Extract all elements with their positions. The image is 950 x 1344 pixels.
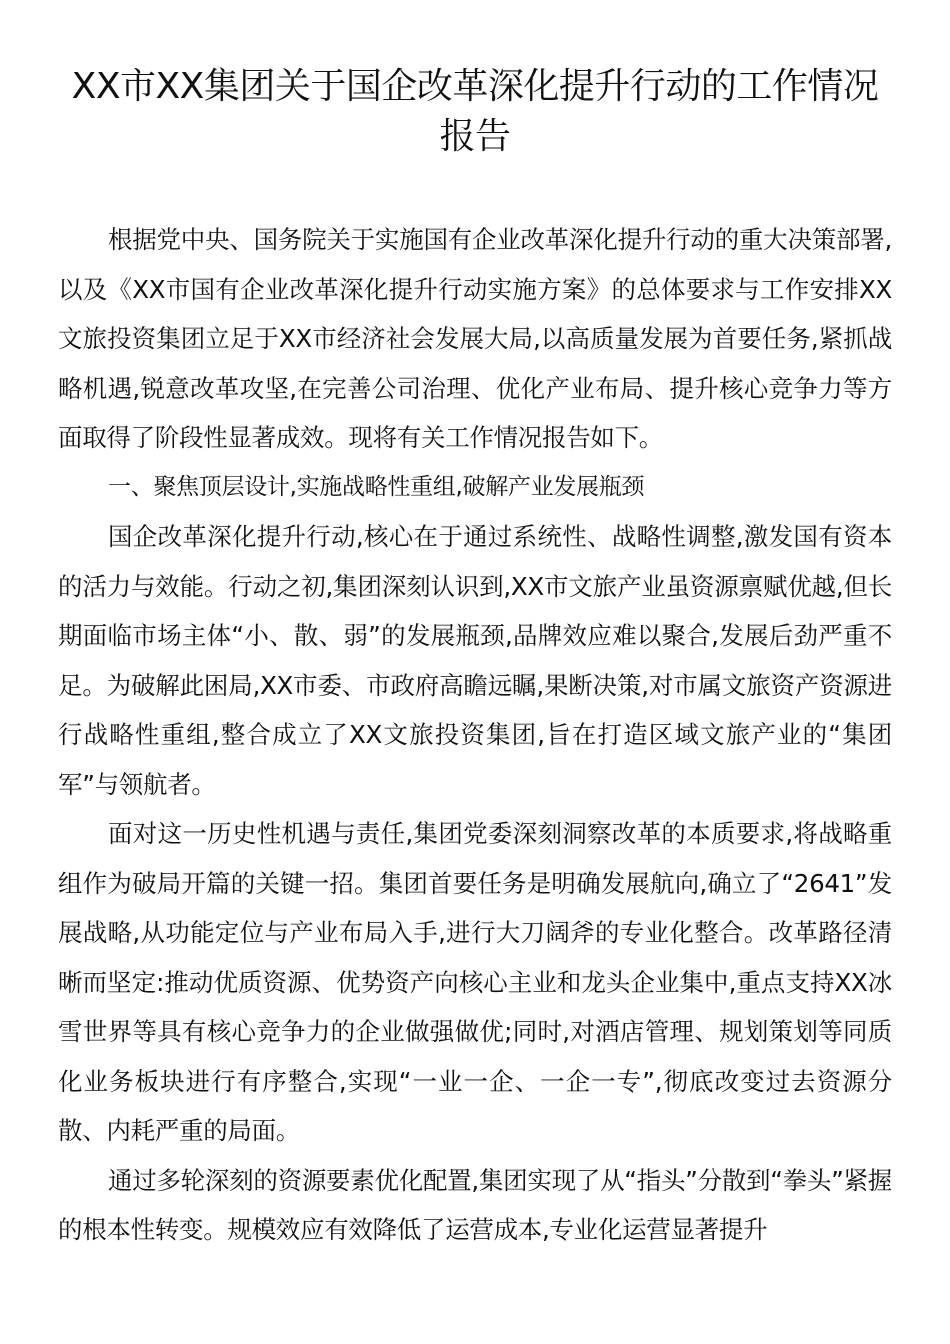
intro-paragraph: 根据党中央、国务院关于实施国有企业改革深化提升行动的重大决策部署,以及《XX市国有企业改革深化提升行动实施方案》的总体要求与工作安排XX文旅投资集团立足于XX市经济社会发展大局,以高质量发展为首要任务,紧抓战略机遇,锐意改革攻坚,在完善公司治理、优化产业布局、提升核心竞争力等方面取得了阶段性显著成效。现将有关工作情况报告如下。 <box>58 225 892 452</box>
body-paragraph: 面对这一历史性机遇与责任,集团党委深刻洞察改革的本质要求,将战略重组作为破局开篇的关键一招。集团首要任务是明确发展航向,确立了“2641”发展战略,从功能定位与产业布局入手,进行大刀阔斧的专业化整合。改革路径清晰而坚定:推动优质资源、优势资产向核心主业和龙头企业集中,重点支持XX冰雪世界等具有核心竞争力的企业做强做优;同时,对酒店管理、规划策划等同质化业务板块进行有序整合,实现“一业一企、一企一专”,彻底改变过去资源分散、内耗严重的局面。 <box>58 819 892 1145</box>
body-paragraph: 国企改革深化提升行动,核心在于通过系统性、战略性调整,激发国有资本的活力与效能。行动之初,集团深刻认识到,XX市文旅产业虽资源禀赋优越,但长期面临市场主体“小、散、弱”的发展瓶颈,品牌效应难以聚合,发展后劲严重不足。为破解此困局,XX市委、市政府高瞻远瞩,果断决策,对市属文旅资产资源进行战略性重组,整合成立了XX文旅投资集团,旨在打造区域文旅产业的“集团军”与领航者。 <box>58 522 892 799</box>
document-body <box>58 215 892 1255</box>
document-title: XX市XX集团关于国企改革深化提升行动的工作情况报告 <box>71 66 879 157</box>
body-paragraph: 通过多轮深刻的资源要素优化配置,集团实现了从“指头”分散到“拳头”紧握的根本性转变。规模效应有效降低了运营成本,专业化运营显著提升 <box>58 1165 892 1244</box>
section-heading-1: 一、聚焦顶层设计,实施战略性重组,破解产业发展瓶颈 <box>108 473 645 500</box>
